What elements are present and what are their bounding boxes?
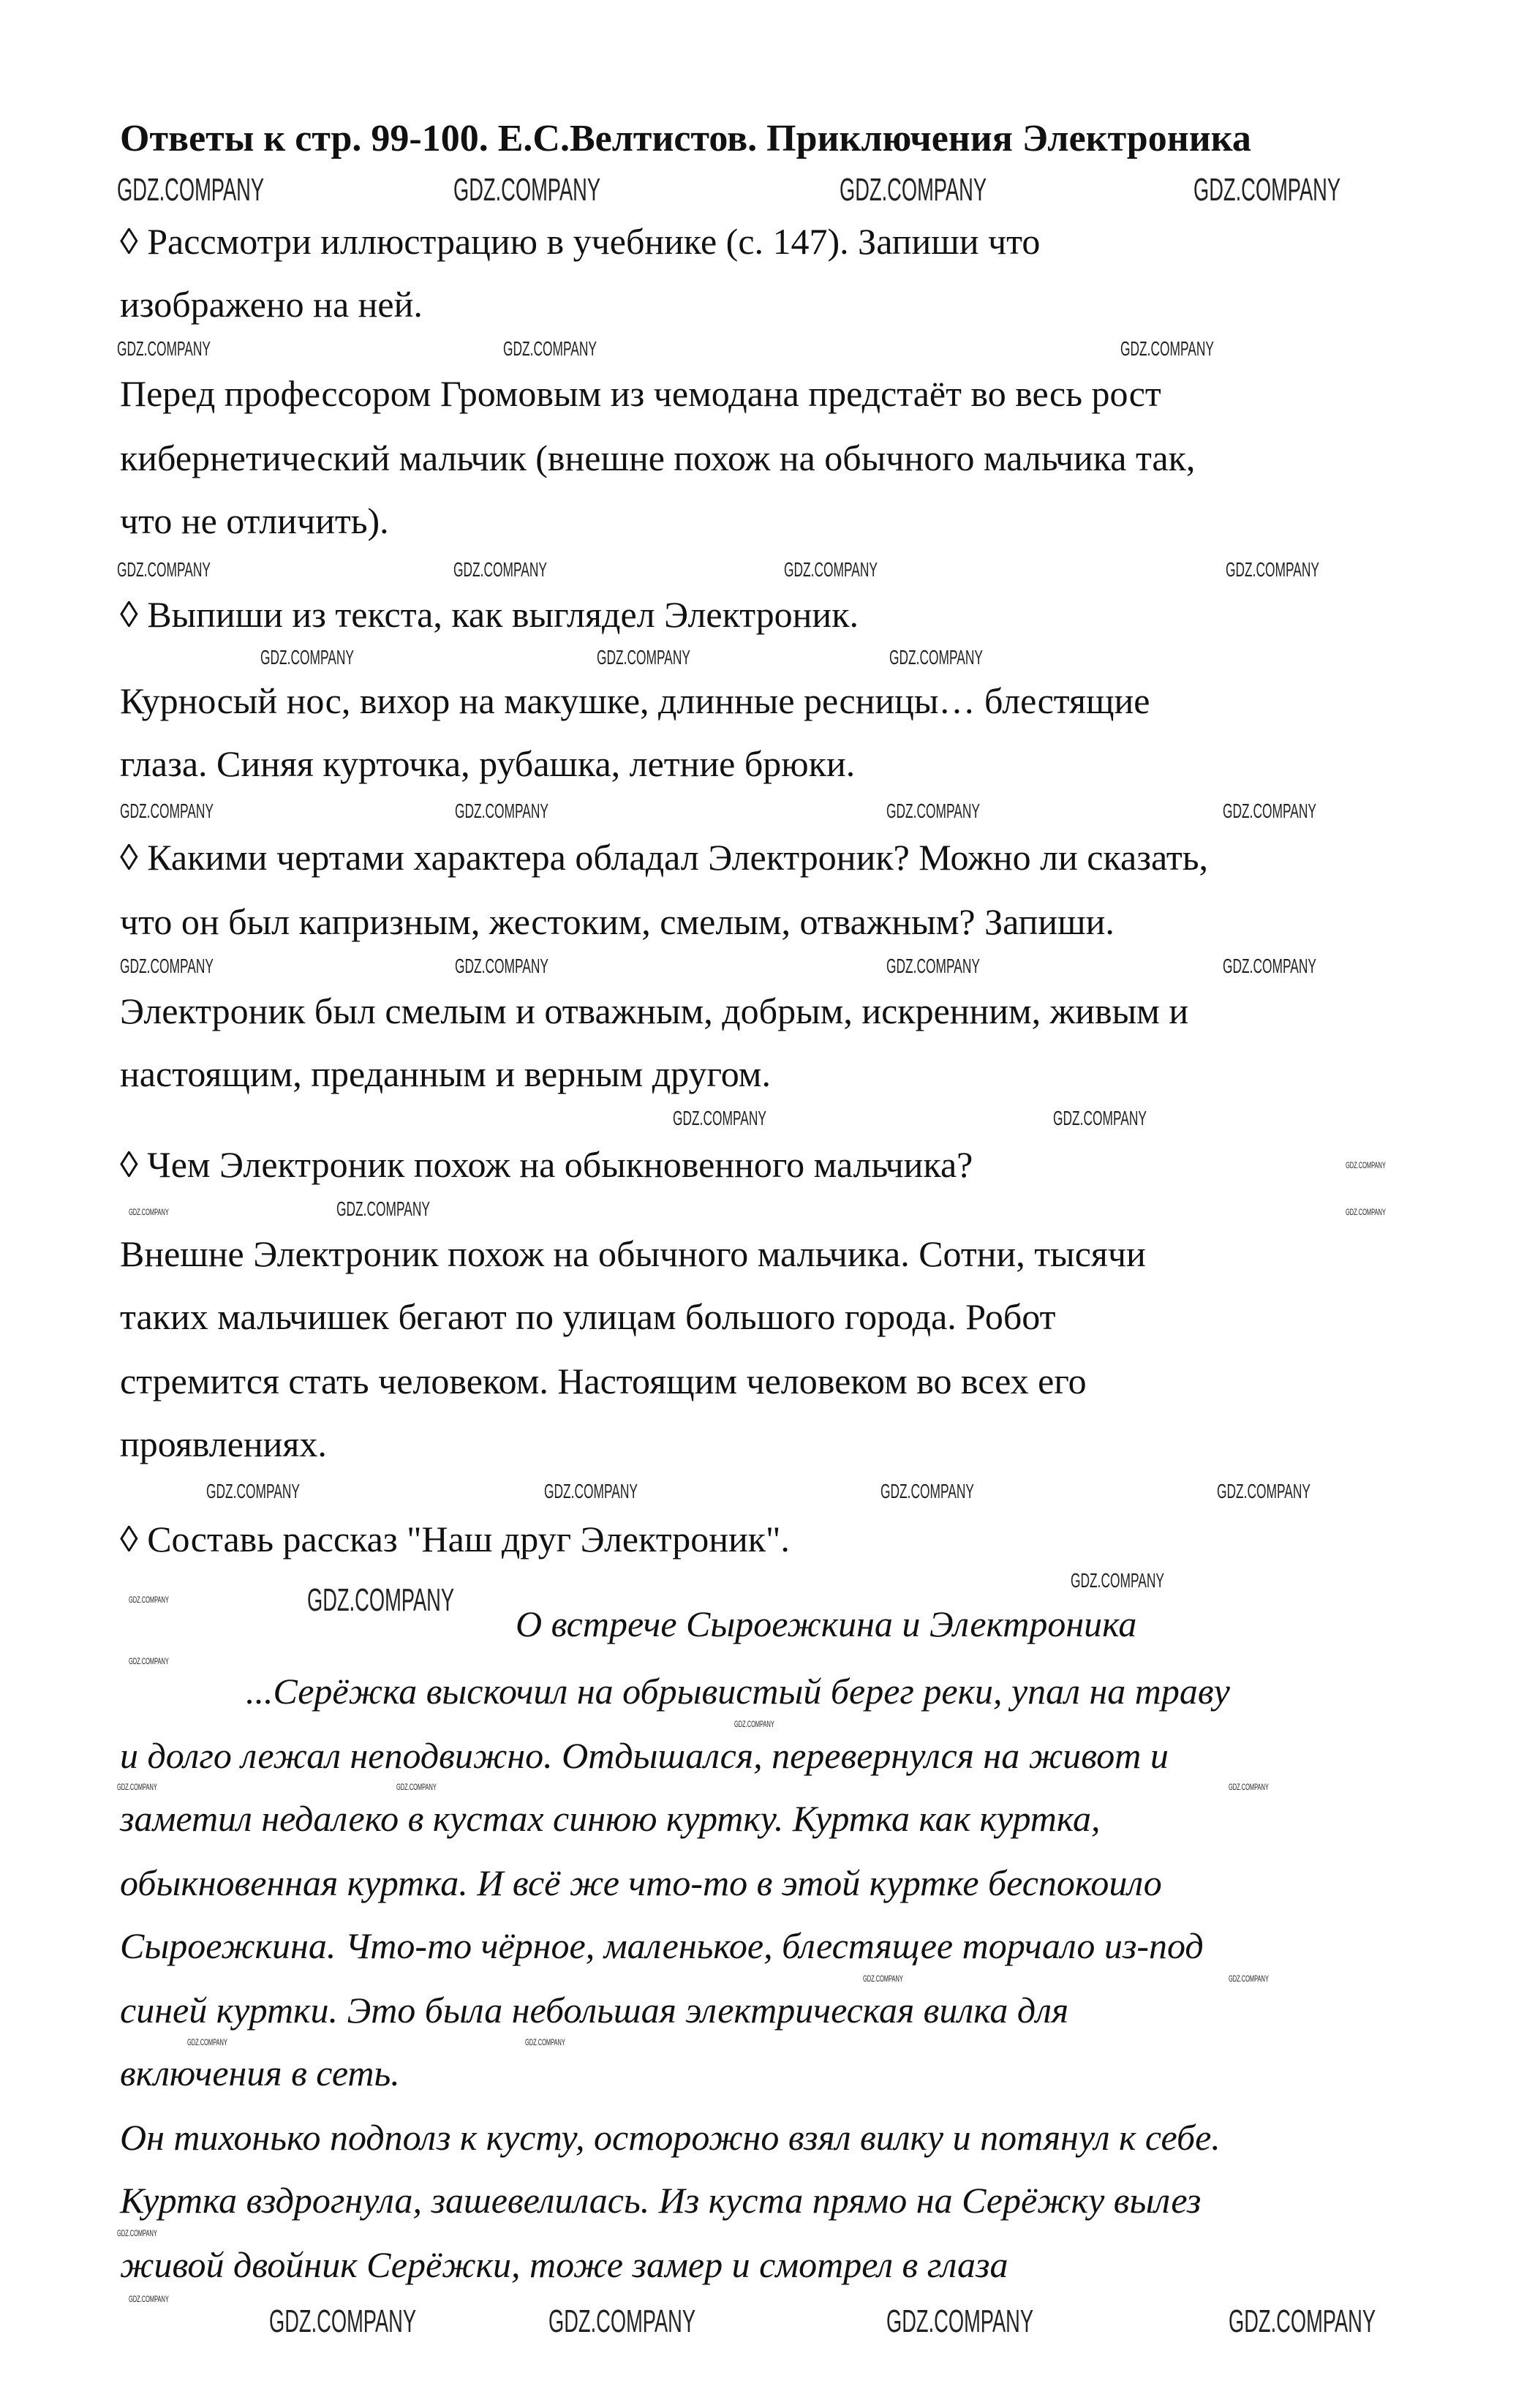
watermark: GDZ.COMPANY xyxy=(1346,1160,1386,1170)
story-title: О встрече Сыроежкина и Электроника xyxy=(516,1603,1137,1644)
page-title: Ответы к стр. 99-100. Е.С.Велтистов. Приключения Электроника xyxy=(120,118,1251,159)
watermark: GDZ.COMPANY xyxy=(117,337,211,360)
watermark: GDZ.COMPANY xyxy=(889,646,983,669)
watermark: GDZ.COMPANY xyxy=(206,1480,300,1502)
watermark: GDZ.COMPANY xyxy=(1229,1782,1269,1792)
watermark: GDZ.COMPANY xyxy=(597,646,690,669)
watermark: GDZ.COMPANY xyxy=(1229,1974,1269,1984)
question-3-line: ◊ Какими чертами характера обладал Электроник? Можно ли сказать, xyxy=(120,837,1209,878)
watermark: GDZ.COMPANY xyxy=(455,799,548,822)
watermark: GDZ.COMPANY xyxy=(1053,1107,1147,1129)
story-line: ...Серёжка выскочил на обрывистый берег реки, упал на траву xyxy=(246,1671,1230,1712)
story-line: Куртка вздрогнула, зашевелилась. Из куста прямо на Серёжку вылез xyxy=(120,2180,1202,2221)
answer-1-line: кибернетический мальчик (внешне похож на обычного мальчика так, xyxy=(120,437,1196,478)
watermark: GDZ.COMPANY xyxy=(548,2303,696,2339)
watermark: GDZ.COMPANY xyxy=(455,955,548,977)
answer-3-line: настоящим, преданным и верным другом. xyxy=(120,1053,771,1094)
question-3-line: что он был капризным, жестоким, смелым, отважным? Запиши. xyxy=(120,901,1115,942)
answer-1-line: что не отличить). xyxy=(120,500,389,541)
story-line: включения в сеть. xyxy=(120,2053,400,2093)
watermark: GDZ.COMPANY xyxy=(129,1207,169,1217)
answer-2-line: Курносый нос, вихор на макушке, длинные ресницы… блестящие xyxy=(120,680,1150,721)
watermark: GDZ.COMPANY xyxy=(187,2037,227,2047)
story-line: Он тихонько подполз к кусту, осторожно взял вилку и потянул к себе. xyxy=(120,2117,1221,2158)
watermark: GDZ.COMPANY xyxy=(734,1719,774,1729)
watermark: GDZ.COMPANY xyxy=(336,1197,430,1220)
watermark: GDZ.COMPANY xyxy=(784,558,878,581)
watermark: GDZ.COMPANY xyxy=(120,955,214,977)
story-line: обыкновенная куртка. И всё же что-то в этой куртке беспокоило xyxy=(120,1862,1162,1903)
watermark: GDZ.COMPANY xyxy=(840,172,987,208)
watermark: GDZ.COMPANY xyxy=(1226,558,1319,581)
watermark: GDZ.COMPANY xyxy=(1229,2303,1376,2339)
answer-4-line: Внешне Электроник похож на обычного мальчика. Сотни, тысячи xyxy=(120,1233,1146,1274)
watermark: GDZ.COMPANY xyxy=(1223,799,1316,822)
watermark: GDZ.COMPANY xyxy=(117,558,211,581)
answer-2-line: глаза. Синяя курточка, рубашка, летние брюки. xyxy=(120,743,856,784)
watermark: GDZ.COMPANY xyxy=(886,2303,1034,2339)
watermark: GDZ.COMPANY xyxy=(453,172,601,208)
story-line: и долго лежал неподвижно. Отдышался, перевернулся на живот и xyxy=(120,1735,1169,1776)
watermark: GDZ.COMPANY xyxy=(503,337,597,360)
story-line: заметил недалеко в кустах синюю куртку. Куртка как куртка, xyxy=(120,1798,1101,1839)
answer-4-line: стремится стать человеком. Настоящим человеком во всех его xyxy=(120,1361,1087,1401)
watermark: GDZ.COMPANY xyxy=(117,2228,157,2238)
watermark: GDZ.COMPANY xyxy=(260,646,354,669)
watermark: GDZ.COMPANY xyxy=(1120,337,1214,360)
question-1-line: ◊ Рассмотри иллюстрацию в учебнике (с. 147). Запиши что xyxy=(120,221,1041,262)
answer-4-line: таких мальчишек бегают по улицам большого города. Робот xyxy=(120,1296,1056,1337)
watermark: GDZ.COMPANY xyxy=(1071,1569,1164,1592)
watermark: GDZ.COMPANY xyxy=(1223,955,1316,977)
watermark: GDZ.COMPANY xyxy=(880,1480,974,1502)
watermark: GDZ.COMPANY xyxy=(673,1107,766,1129)
watermark: GDZ.COMPANY xyxy=(886,799,980,822)
story-line: Сыроежкина. Что-то чёрное, маленькое, блестящее торчало из-под xyxy=(120,1925,1204,1966)
story-line: синей куртки. Это была небольшая электрическая вилка для xyxy=(120,1990,1069,2031)
watermark: GDZ.COMPANY xyxy=(1193,172,1341,208)
watermark: GDZ.COMPANY xyxy=(1346,1207,1386,1217)
watermark: GDZ.COMPANY xyxy=(525,2037,565,2047)
question-5-line: ◊ Составь рассказ "Наш друг Электроник". xyxy=(120,1519,790,1559)
question-2-line: ◊ Выпиши из текста, как выглядел Электроник. xyxy=(120,594,859,635)
answer-3-line: Электроник был смелым и отважным, добрым, искренним, живым и xyxy=(120,990,1189,1031)
watermark: GDZ.COMPANY xyxy=(129,1595,169,1605)
watermark: GDZ.COMPANY xyxy=(886,955,980,977)
answer-1-line: Перед профессором Громовым из чемодана предстаёт во весь рост xyxy=(120,373,1161,414)
watermark: GDZ.COMPANY xyxy=(120,799,214,822)
story-line: живой двойник Серёжки, тоже замер и смотрел в глаза xyxy=(120,2244,1008,2285)
question-1-line: изображено на ней. xyxy=(120,284,423,325)
watermark: GDZ.COMPANY xyxy=(117,172,265,208)
watermark: GDZ.COMPANY xyxy=(269,2303,417,2339)
watermark: GDZ.COMPANY xyxy=(129,2294,169,2304)
watermark: GDZ.COMPANY xyxy=(307,1582,455,1618)
answer-4-line: проявлениях. xyxy=(120,1423,327,1464)
question-4-line: ◊ Чем Электроник похож на обыкновенного мальчика? xyxy=(120,1144,973,1185)
watermark: GDZ.COMPANY xyxy=(396,1782,437,1792)
watermark: GDZ.COMPANY xyxy=(863,1974,903,1984)
watermark: GDZ.COMPANY xyxy=(129,1656,169,1666)
watermark: GDZ.COMPANY xyxy=(117,1782,157,1792)
watermark: GDZ.COMPANY xyxy=(453,558,547,581)
watermark: GDZ.COMPANY xyxy=(544,1480,638,1502)
watermark: GDZ.COMPANY xyxy=(1217,1480,1310,1502)
